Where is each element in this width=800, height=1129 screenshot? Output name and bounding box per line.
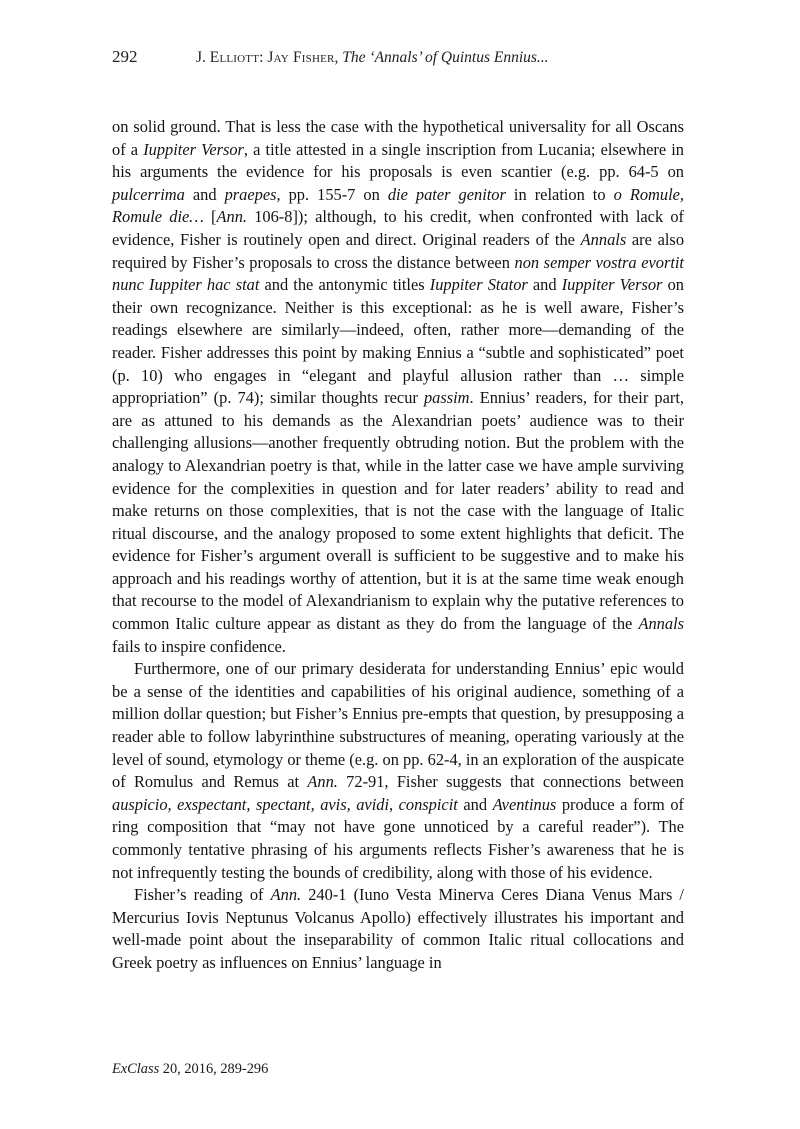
italic-run: non semper vostra evortit nunc Iuppiter hac stat [112, 252, 684, 295]
text-run: 240-1 (Iuno Vesta Minerva Ceres Diana Venus Mars / Mercurius Iovis Neptunus Volcanus Apollo) effectively illustrates his important and well-made point about the inseparability of common Italic ritual collocations and Greek poetry as influences on Ennius’ language in [112, 885, 684, 972]
text-run: 106-8]); although, to his credit, when confronted with lack of evidence, Fisher is routinely open and direct. Original readers of the [112, 207, 684, 249]
text-run: are also required by Fisher’s proposals to cross the distance between [112, 229, 685, 272]
italic-run: o Romule, Romule die… [112, 184, 684, 227]
paragraph [112, 658, 684, 884]
text-run: [ [203, 207, 217, 227]
reviewed-book-title: The ‘Annals’ of Quintus Ennius... [342, 49, 549, 66]
text-run: , a title attested in a single inscription from Lucania; elsewhere in his arguments the evidence for his proposals is even scantier (e.g. pp. 64-5 on [112, 139, 684, 182]
italic-run: Iuppiter Stator [429, 275, 528, 295]
italic-run: auspicio, exspectant, spectant, avis, avidi, conspicit [112, 794, 458, 814]
italic-run: Annals [638, 614, 684, 634]
italic-run: Ann. [216, 207, 248, 227]
text-run: Fisher’s reading of [134, 885, 271, 905]
author-initial: J. [196, 49, 210, 66]
reviewed-author-surname: Fisher [292, 49, 335, 66]
text-run: and [457, 794, 493, 814]
italic-run: die pater genitor [387, 184, 506, 204]
journal-name: ExClass [112, 1061, 160, 1077]
text-run: and [527, 275, 562, 295]
head-comma: , [334, 49, 343, 66]
page-footer [112, 1060, 268, 1078]
text-run: Furthermore, one of our primary desiderata for understanding Ennius’ epic would be a sense of the identities and capabilities of his original audience, something of a million dollar question; but Fisher’s Ennius pre-empts that question, by presupposing a reader able to follow labyrinthine substructures of meaning, operating variously at the level of sound, etymology or theme (e.g. on pp. 62-4, in an exploration of the auspicate of Romulus and Remus at [112, 659, 684, 792]
italic-run: Iuppiter Versor [561, 275, 663, 295]
body-text-block [112, 116, 684, 975]
text-run: , pp. 155-7 on [276, 184, 388, 204]
text-run: and the antonymic titles [259, 275, 430, 295]
text-run: and [184, 184, 225, 204]
text-run: produce a form of ring composition that “may not have gone unnoticed by a careful reader”). The commonly tentative phrasing of his arguments reflects Fisher’s awareness that he is not infrequently testing the bounds of credibility, along with those of his evidence. [112, 794, 684, 882]
page-number: 292 [112, 47, 138, 66]
reviewed-author-first: Jay [267, 49, 293, 66]
italic-run: Iuppiter Versor [143, 139, 244, 159]
paragraph [112, 116, 684, 658]
text-run: on their own recognizance. Neither is this exceptional: as he is well aware, Fisher’s readings elsewhere are similarly—indeed, often, rather more—demanding of the reader. Fisher addresses this point by making Ennius a “subtle and sophisticated” poet (p. 10) who engages in “elegant and playful allusion rather than … simple appropriation” (p. 74); similar thoughts recur [112, 275, 684, 408]
text-run: in relation to [505, 184, 614, 204]
italic-run: Annals [580, 229, 627, 249]
journal-citation: 20, 2016, 289-296 [159, 1061, 269, 1077]
italic-run: Aventinus [492, 794, 557, 814]
italic-run: pulcerrima [112, 184, 185, 204]
paragraph [112, 884, 684, 974]
running-head [112, 44, 684, 70]
author-surname: Elliott [209, 49, 260, 66]
running-head-title [196, 45, 549, 71]
text-run: on solid ground. That is less the case with the hypothetical universality for all Oscans of a [112, 117, 684, 159]
italic-run: Ann. [307, 772, 338, 792]
italic-run: praepes [224, 184, 277, 204]
italic-run: passim [423, 388, 470, 408]
text-run: fails to inspire confidence. [112, 636, 286, 656]
italic-run: Ann. [270, 885, 302, 905]
text-run: . Ennius’ readers, for their part, are as attuned to his demands as the Alexandrian poets’ audience was to their challenging allusions—another frequently obtruding notion. But the problem with the analogy to Alexandrian poetry is that, while in the latter case we have ample surviving evidence for the complexities in question and for later readers’ ability to read and make returns on those complexities, that is not the case with the language of Italic ritual discourse, and the analogy proposed to some extent highlights that deficit. The evidence for Fisher’s argument overall is sufficient to be suggestive and to make his approach and his readings worthy of attention, but it is at the same time weak enough that recourse to the model of Alexandrianism to explain why the putative references to common Italic culture appear as distant as they do from the language of the [112, 388, 684, 634]
text-run: 72-91, Fisher suggests that connections between [337, 772, 685, 792]
head-separator: : [259, 49, 268, 66]
